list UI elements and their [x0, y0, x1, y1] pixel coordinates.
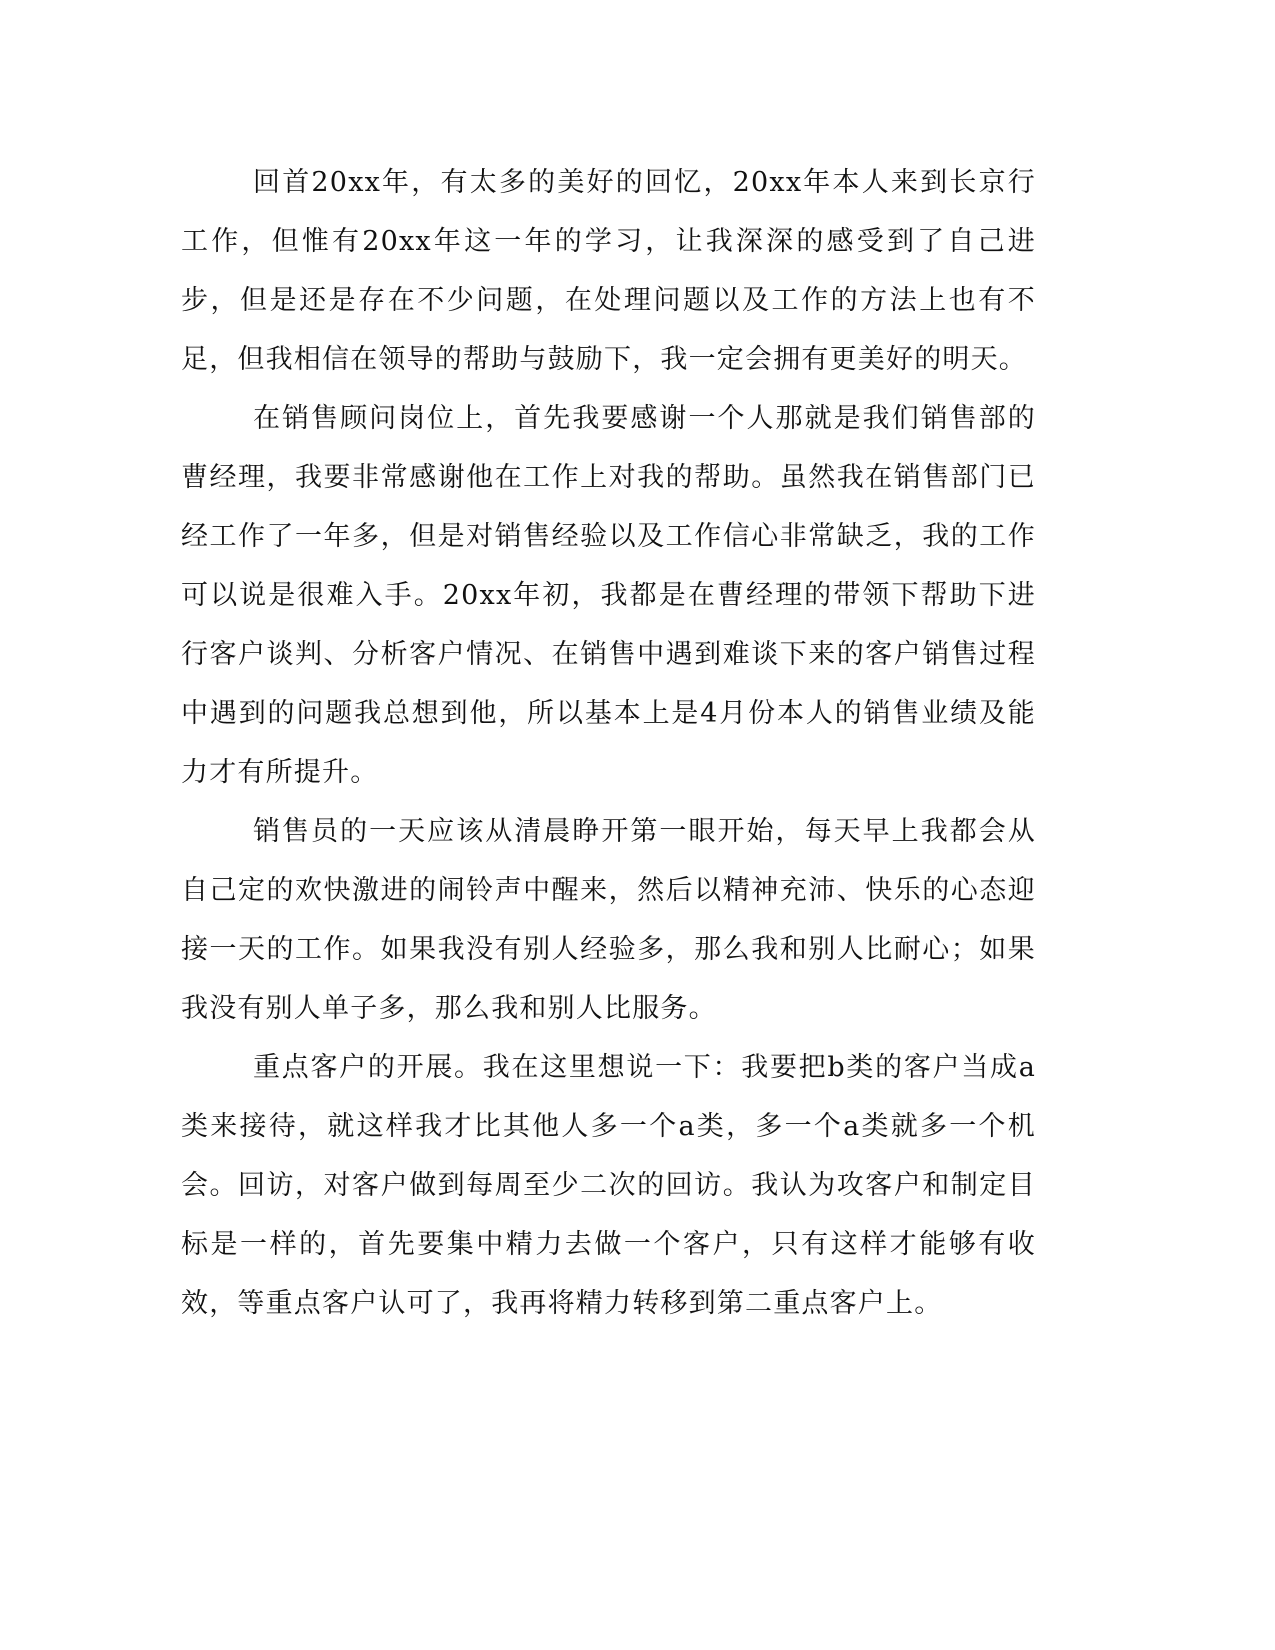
document-body [181, 153, 1036, 1333]
paragraph-1: 回首20xx年，有太多的美好的回忆，20xx年本人来到长京行工作，但惟有20xx年这一年的学习，让我深深的感受到了自己进步，但是还是存在不少问题，在处理问题以及工作的方法上也有不足，但我相信在领导的帮助与鼓励下，我一定会拥有更美好的明天。 [181, 167, 1036, 375]
paragraph-2: 在销售顾问岗位上，首先我要感谢一个人那就是我们销售部的曹经理，我要非常感谢他在工作上对我的帮助。虽然我在销售部门已经工作了一年多，但是对销售经验以及工作信心非常缺乏，我的工作可以说是很难入手。20xx年初，我都是在曹经理的带领下帮助下进行客户谈判、分析客户情况、在销售中遇到难谈下来的客户销售过程中遇到的问题我总想到他，所以基本上是4月份本人的销售业绩及能力才有所提升。 [181, 403, 1036, 788]
paragraph-3: 销售员的一天应该从清晨睁开第一眼开始，每天早上我都会从自己定的欢快激进的闹铃声中醒来，然后以精神充沛、快乐的心态迎接一天的工作。如果我没有别人经验多，那么我和别人比耐心；如果我没有别人单子多，那么我和别人比服务。 [181, 816, 1036, 1024]
paragraph-4: 重点客户的开展。我在这里想说一下：我要把b类的客户当成a类来接待，就这样我才比其他人多一个a类，多一个a类就多一个机会。回访，对客户做到每周至少二次的回访。我认为攻客户和制定目标是一样的，首先要集中精力去做一个客户，只有这样才能够有收效，等重点客户认可了，我再将精力转移到第二重点客户上。 [181, 1052, 1036, 1319]
